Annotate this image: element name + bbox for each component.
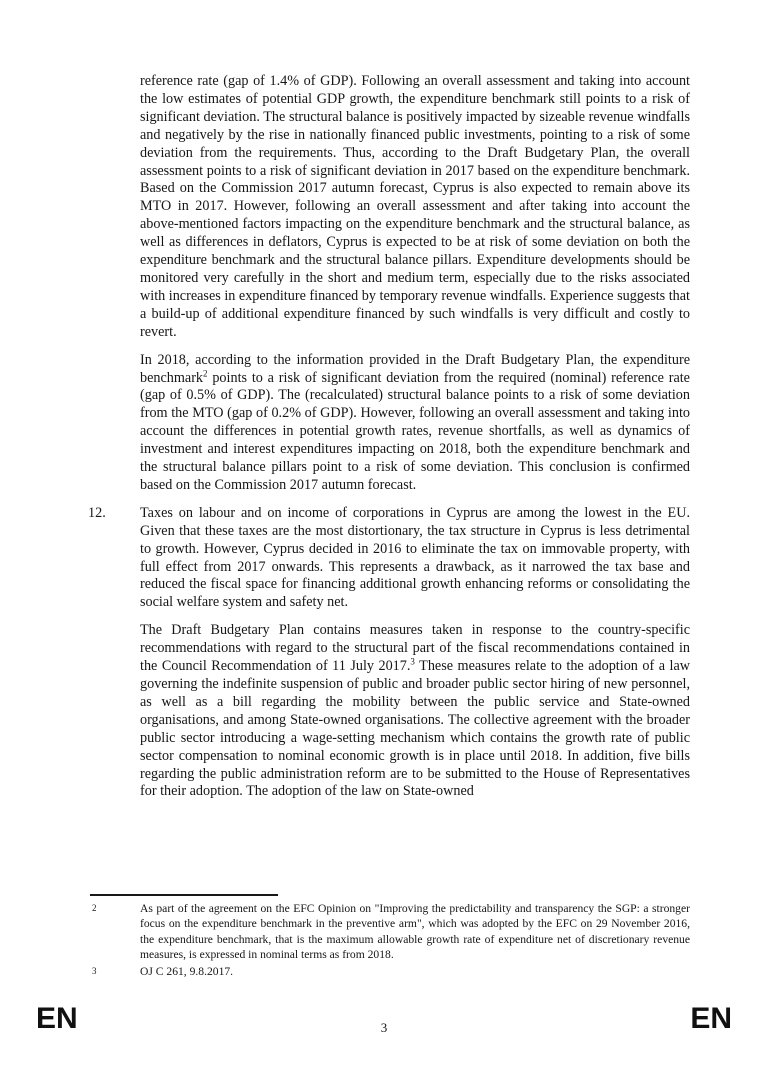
paragraph-text: The Draft Budgetary Plan contains measures taken in response to the country-specific recommendations with regard to the structural part of the fiscal recommendations contained in the Council Recommendation of 11 July 2017. [140,622,690,675]
footnote-area [90,894,690,980]
footnote-text: OJ C 261, 9.8.2017. [140,964,234,978]
footnote-ref-2: 2 [203,367,208,378]
item-number: 12. [88,504,106,521]
language-code-right: EN [690,1002,732,1035]
language-code-left: EN [36,1002,78,1035]
page-number: 3 [380,1020,388,1035]
paragraph-text: These measures relate to the adoption of a law governing the indefinite suspension of public and broader public sector hiring of new personnel, as well as a bill regarding the mobility between the public service and State-owned organisations, and among State-owned organisations. The collective agreement with the broader public sector introducing a wage-setting mechanism which contains the growth rate of public sector compensation to nominal economic growth is in place until 2018. In addition, five bills regarding the public administration reform are to be submitted to the House of Representatives for their adoption. The adoption of the law on State-owned [140,658,690,800]
paragraph-text: In 2018, according to the information provided in the Draft Budgetary Plan, the expenditure benchmark [140,351,690,386]
footnote-marker: 3 [92,965,97,976]
footnote-marker: 2 [92,903,97,913]
footnote-3 [90,964,690,979]
paragraph-2018-assessment [140,352,690,495]
footnote-2 [90,901,690,963]
paragraph-continuation: reference rate (gap of 1.4% of GDP). Following an overall assessment and taking into account the low estimates of potential GDP growth, the expenditure benchmark still points to a risk of significant deviation. The structural balance is positively impacted by sizeable revenue windfalls and negatively by the rise in nationally financed public investments, pointing to a risk of some deviation from the requirements. Thus, according to the Draft Budgetary Plan, the overall assessment points to a risk of significant deviation in 2017 based on the expenditure benchmark. Based on the Commission 2017 autumn forecast, Cyprus is also expected to remain above its MTO in 2017. However, following an overall assessment and after taking into account the above-mentioned factors impacting on the expenditure benchmark and the structural balance, as well as differences in deflators, Cyprus is expected to be at risk of some deviation on both the expenditure benchmark and the structural balance pillars. Expenditure developments should be monitored very carefully in the short and medium term, especially due to the risks associated with increases in expenditure financed by temporary revenue windfalls. Experience suggests that a build-up of additional expenditure financed by such windfalls is very difficult and costly to revert. [140,73,690,340]
footnote-ref-3: 3 [410,656,415,667]
footnote-text: As part of the agreement on the EFC Opinion on "Improving the predictability and transparency the SGP: a stronger focus on the expenditure benchmark in the preventive arm", which was adopted by the EFC on 29 November 2016, the expenditure benchmark, that is the maximum allowable growth rate of expenditure net of discretionary revenue measures, is expressed in nominal terms as from 2018. [140,902,690,962]
item-12-text: Taxes on labour and on income of corporations in Cyprus are among the lowest in the EU. Given that these taxes are the most distortionary, the tax structure in Cyprus is less detrimental to growth. However, Cyprus decided in 2016 to eliminate the tax on immovable property, with full effect from 2017 onwards. This represents a drawback, as it narrowed the tax base and reduced the fiscal space for financing additional growth enhancing reforms or consolidating the social welfare system and safety net. [140,504,690,611]
numbered-item-12 [88,504,690,612]
document-body [88,73,690,811]
footnote-separator [90,894,278,896]
paragraph-dbp-measures [140,622,690,801]
paragraph-text: points to a risk of significant deviation from the required (nominal) reference rate (gap of 0.5% of GDP). The (recalculated) structural balance points to a risk of some deviation from the MTO (gap of 0.2% of GDP). However, following an overall assessment and taking into account the differences in potential growth rates, revenue shortfalls, as well as dynamics of investment and interest expenditures impacting on 2018, both the expenditure benchmark and the structural balance pillars point to a risk of some deviation. This conclusion is confirmed based on the Commission 2017 autumn forecast. [140,369,690,493]
